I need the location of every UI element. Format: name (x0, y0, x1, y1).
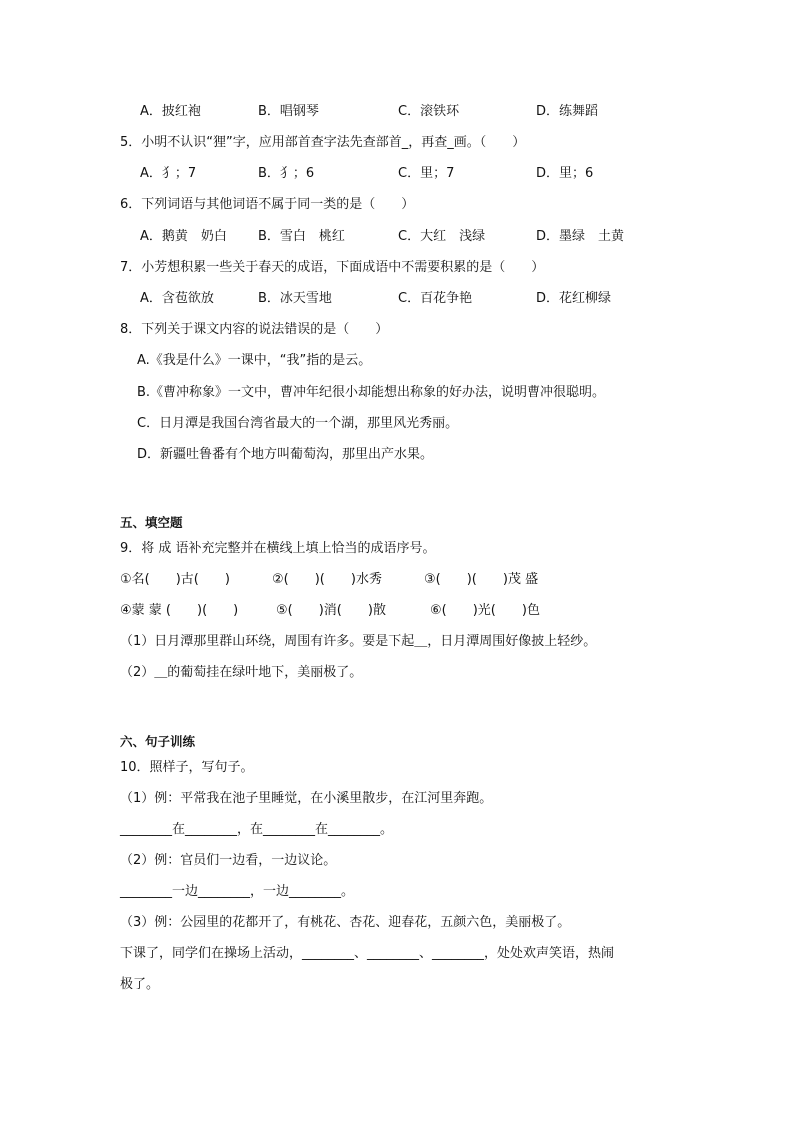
q10-answer-2: ________一边________，一边________。 (120, 884, 355, 899)
q7-option-d: D．花红柳绿 (536, 291, 612, 306)
q10-answer-1: ________在________，在________在________。 (120, 822, 394, 837)
q8-stem: 8．下列关于课文内容的说法错误的是（ ） (120, 322, 389, 337)
q6-option-a: A．鹅黄 奶白 (140, 229, 227, 244)
q10-answer-3b: 极了。 (120, 977, 160, 992)
q10-example-2: （2）例：官员们一边看，一边议论。 (120, 853, 337, 868)
q10-example-1: （1）例：平常我在池子里睡觉，在小溪里散步，在江河里奔跑。 (120, 791, 493, 806)
q4-option-b: B．唱钢琴 (258, 104, 319, 119)
q6-option-c: C．大红 浅绿 (398, 229, 486, 244)
q6-option-b: B．雪白 桃红 (258, 229, 345, 244)
idiom-4: ④蒙 蒙 ( )( ) (120, 603, 239, 618)
q10-stem: 10．照样子，写句子。 (120, 760, 254, 775)
q8-option-d: D．新疆吐鲁番有个地方叫葡萄沟，那里出产水果。 (137, 447, 434, 462)
idiom-3: ③( )( )茂 盛 (424, 572, 539, 587)
q5-stem: 5．小明不认识“狸”字，应用部首查字法先查部首_，再查_画。（ ） (120, 135, 526, 150)
q6-stem: 6．下列词语与其他词语不属于同一类的是（ ） (120, 197, 415, 212)
q7-option-b: B．冰天雪地 (258, 291, 332, 306)
q8-option-b: B.《曹冲称象》一文中，曹冲年纪很小却能想出称象的好办法，说明曹冲很聪明。 (137, 385, 606, 400)
idiom-1: ①名( )古( ) (120, 572, 230, 587)
q8-option-c: C．日月潭是我国台湾省最大的一个湖，那里风光秀丽。 (137, 416, 459, 431)
q7-option-a: A．含苞欲放 (140, 291, 214, 306)
section-5-title: 五、填空题 (120, 515, 183, 530)
idiom-2: ②( )( )水秀 (272, 572, 382, 587)
q4-option-a: A．披红袍 (140, 104, 201, 119)
q5-option-c: C．里；7 (398, 166, 455, 181)
q8-option-a: A.《我是什么》一课中，“我”指的是云。 (137, 353, 372, 368)
q6-option-d: D．墨绿 土黄 (536, 229, 625, 244)
q9-sub-1: （1）日月潭那里群山环绕，周围有许多。要是下起＿，日月潭周围好像披上轻纱。 (120, 634, 597, 649)
q5-option-b: B．犭；6 (258, 166, 315, 181)
q10-answer-3a: 下课了，同学们在操场上活动，________、________、________，处处欢声笑语，热闹 (120, 946, 615, 961)
q5-option-d: D．里；6 (536, 166, 594, 181)
q4-option-c: C．滚铁环 (398, 104, 460, 119)
q9-sub-2: （2）＿的葡萄挂在绿叶地下，美丽极了。 (120, 665, 363, 680)
idiom-5: ⑤( )消( )散 (276, 603, 386, 618)
q9-stem: 9．将 成 语补充完整并在横线上填上恰当的成语序号。 (120, 541, 436, 556)
q5-option-a: A．犭；7 (140, 166, 197, 181)
idiom-6: ⑥( )光( )色 (430, 603, 540, 618)
q10-example-3: （3）例：公园里的花都开了，有桃花、杏花、迎春花，五颜六色，美丽极了。 (120, 915, 571, 930)
q7-stem: 7．小芳想积累一些关于春天的成语，下面成语中不需要积累的是（ ） (120, 260, 545, 275)
q4-option-d: D．练舞蹈 (536, 104, 599, 119)
section-6-title: 六、句子训练 (120, 734, 196, 749)
q7-option-c: C．百花争艳 (398, 291, 473, 306)
